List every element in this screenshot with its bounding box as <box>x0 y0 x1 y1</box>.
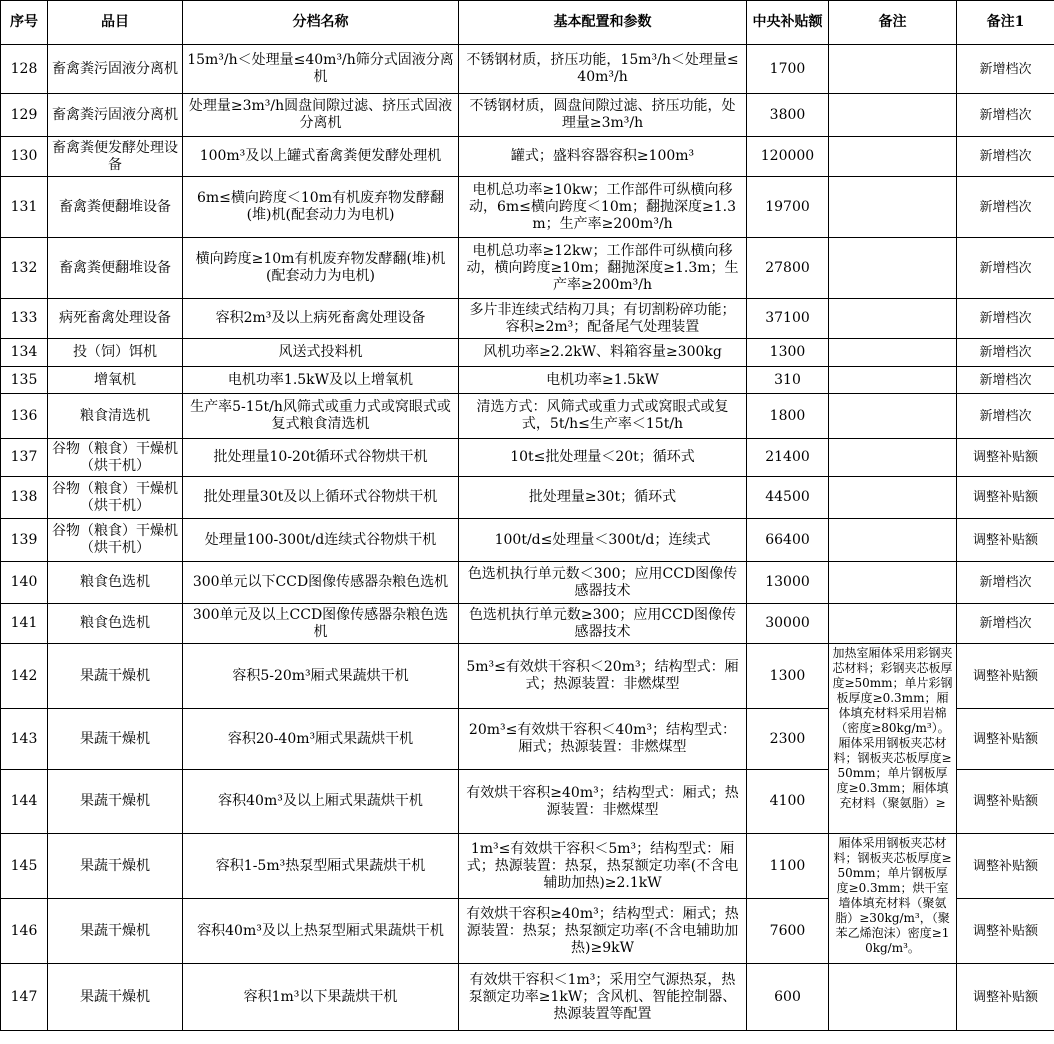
cell-remark1: 调整补贴额 <box>957 644 1054 709</box>
cell-subsidy: 19700 <box>747 177 829 238</box>
cell-remark1: 调整补贴额 <box>957 439 1054 477</box>
cell-config: 罐式；盛料容器容积≥100m³ <box>459 137 747 177</box>
cell-subsidy: 30000 <box>747 604 829 644</box>
cell-remark1: 新增档次 <box>957 604 1054 644</box>
cell-grade: 批处理量30t及以上循环式谷物烘干机 <box>183 477 459 519</box>
cell-config: 100t/d≤处理量＜300t/d；连续式 <box>459 519 747 562</box>
cell-seq: 137 <box>1 439 48 477</box>
cell-grade: 300单元以下CCD图像传感器杂粮色选机 <box>183 562 459 604</box>
cell-config: 风机功率≥2.2kW、料箱容量≥300kg <box>459 339 747 367</box>
cell-remark <box>829 604 957 644</box>
cell-grade: 处理量≥3m³/h圆盘间隙过滤、挤压式固液分离机 <box>183 94 459 137</box>
cell-seq: 142 <box>1 644 48 709</box>
table-row <box>1 367 1054 394</box>
cell-subsidy: 44500 <box>747 477 829 519</box>
cell-config: 不锈钢材质，圆盘间隙过滤、挤压功能，处理量≥3m³/h <box>459 94 747 137</box>
header-row <box>1 1 1054 45</box>
cell-subsidy: 1800 <box>747 394 829 439</box>
cell-remark1: 调整补贴额 <box>957 964 1054 1031</box>
cell-config: 电机功率≥1.5kW <box>459 367 747 394</box>
table-row <box>1 394 1054 439</box>
cell-subsidy: 7600 <box>747 899 829 964</box>
cell-remark <box>829 964 957 1031</box>
cell-item: 畜禽粪便翻堆设备 <box>48 177 183 238</box>
cell-grade: 处理量100-300t/d连续式谷物烘干机 <box>183 519 459 562</box>
cell-remark1: 新增档次 <box>957 299 1054 339</box>
cell-config: 色选机执行单元数≥300；应用CCD图像传感器技术 <box>459 604 747 644</box>
cell-remark1: 调整补贴额 <box>957 899 1054 964</box>
cell-item: 谷物（粮食）干燥机（烘干机） <box>48 519 183 562</box>
cell-remark <box>829 137 957 177</box>
cell-grade: 容积2m³及以上病死畜禽处理设备 <box>183 299 459 339</box>
cell-seq: 128 <box>1 45 48 94</box>
cell-remark-merged: 厢体采用钢板夹芯材料；钢板夹芯板厚度≥50mm；单片钢板厚度≥0.3mm；烘干室墙体填充材料（聚氨脂）≥30kg/m³，（聚苯乙烯泡沫）密度≥10kg/m³。 <box>829 834 957 964</box>
cell-subsidy: 27800 <box>747 238 829 299</box>
cell-remark <box>829 477 957 519</box>
header-remark: 备注 <box>829 1 957 45</box>
cell-config: 清选方式：风筛式或重力式或窝眼式或复式，5t/h≤生产率＜15t/h <box>459 394 747 439</box>
cell-remark <box>829 339 957 367</box>
table-row <box>1 177 1054 238</box>
table-row <box>1 644 1054 709</box>
cell-seq: 147 <box>1 964 48 1031</box>
cell-seq: 130 <box>1 137 48 177</box>
cell-grade: 15m³/h＜处理量≤40m³/h筛分式固液分离机 <box>183 45 459 94</box>
cell-remark1: 新增档次 <box>957 177 1054 238</box>
table-row <box>1 519 1054 562</box>
cell-seq: 133 <box>1 299 48 339</box>
cell-subsidy: 1100 <box>747 834 829 899</box>
table-row <box>1 477 1054 519</box>
cell-remark <box>829 299 957 339</box>
cell-config: 10t≤批处理量＜20t；循环式 <box>459 439 747 477</box>
cell-item: 果蔬干燥机 <box>48 899 183 964</box>
cell-remark1: 调整补贴额 <box>957 519 1054 562</box>
cell-remark <box>829 439 957 477</box>
cell-config: 20m³≤有效烘干容积＜40m³；结构型式：厢式；热源装置：非燃煤型 <box>459 709 747 770</box>
cell-config: 电机总功率≥12kw；工作部件可纵横向移动，横向跨度≥10m；翻抛深度≥1.3m；生产率≥200m³/h <box>459 238 747 299</box>
cell-remark1: 新增档次 <box>957 562 1054 604</box>
cell-config: 有效烘干容积≥40m³；结构型式：厢式；热源装置：非燃煤型 <box>459 770 747 834</box>
cell-remark1: 新增档次 <box>957 339 1054 367</box>
table-row <box>1 94 1054 137</box>
cell-item: 果蔬干燥机 <box>48 964 183 1031</box>
cell-config: 有效烘干容积＜1m³；采用空气源热泵，热泵额定功率≥1kW；含风机、智能控制器、热源装置等配置 <box>459 964 747 1031</box>
cell-remark <box>829 177 957 238</box>
cell-config: 有效烘干容积≥40m³；结构型式：厢式；热源装置：热泵；热泵额定功率(不含电辅助加热)≥9kW <box>459 899 747 964</box>
cell-grade: 容积20-40m³厢式果蔬烘干机 <box>183 709 459 770</box>
header-subsidy: 中央补贴额 <box>747 1 829 45</box>
cell-subsidy: 1300 <box>747 644 829 709</box>
table-row <box>1 238 1054 299</box>
cell-remark-merged: 加热室厢体采用彩钢夹芯材料；彩钢夹芯板厚度≥50mm；单片彩钢板厚度≥0.3mm；厢体填充材料采用岩棉（密度≥80kg/m³）。厢体采用钢板夹芯材料；钢板夹芯板厚度≥50mm；单片钢板厚度≥0.3mm；厢体填充材料（聚氨脂）≥ <box>829 644 957 834</box>
cell-subsidy: 66400 <box>747 519 829 562</box>
cell-seq: 136 <box>1 394 48 439</box>
cell-item: 畜禽粪污固液分离机 <box>48 94 183 137</box>
cell-item: 果蔬干燥机 <box>48 709 183 770</box>
cell-grade: 容积40m³及以上热泵型厢式果蔬烘干机 <box>183 899 459 964</box>
cell-seq: 131 <box>1 177 48 238</box>
table-row <box>1 439 1054 477</box>
cell-grade: 批处理量10-20t循环式谷物烘干机 <box>183 439 459 477</box>
cell-grade: 容积40m³及以上厢式果蔬烘干机 <box>183 770 459 834</box>
cell-remark <box>829 238 957 299</box>
table-row <box>1 299 1054 339</box>
cell-seq: 143 <box>1 709 48 770</box>
cell-subsidy: 21400 <box>747 439 829 477</box>
cell-grade: 电机功率1.5kW及以上增氧机 <box>183 367 459 394</box>
cell-grade: 生产率5-15t/h风筛式或重力式或窝眼式或复式粮食清选机 <box>183 394 459 439</box>
header-remark1: 备注1 <box>957 1 1054 45</box>
cell-grade: 6m≤横向跨度＜10m有机废弃物发酵翻(堆)机(配套动力为电机) <box>183 177 459 238</box>
table-row <box>1 137 1054 177</box>
cell-grade: 容积1-5m³热泵型厢式果蔬烘干机 <box>183 834 459 899</box>
cell-remark1: 新增档次 <box>957 394 1054 439</box>
cell-remark1: 新增档次 <box>957 367 1054 394</box>
cell-subsidy: 13000 <box>747 562 829 604</box>
cell-item: 畜禽粪便发酵处理设备 <box>48 137 183 177</box>
cell-item: 果蔬干燥机 <box>48 834 183 899</box>
cell-seq: 141 <box>1 604 48 644</box>
cell-grade: 容积5-20m³厢式果蔬烘干机 <box>183 644 459 709</box>
cell-config: 5m³≤有效烘干容积＜20m³；结构型式：厢式；热源装置：非燃煤型 <box>459 644 747 709</box>
cell-item: 粮食色选机 <box>48 562 183 604</box>
header-item: 品目 <box>48 1 183 45</box>
cell-remark <box>829 519 957 562</box>
cell-remark1: 新增档次 <box>957 94 1054 137</box>
table-row <box>1 562 1054 604</box>
cell-subsidy: 2300 <box>747 709 829 770</box>
cell-item: 谷物（粮食）干燥机（烘干机） <box>48 439 183 477</box>
cell-seq: 144 <box>1 770 48 834</box>
header-grade: 分档名称 <box>183 1 459 45</box>
cell-seq: 129 <box>1 94 48 137</box>
cell-remark1: 调整补贴额 <box>957 477 1054 519</box>
table-row <box>1 45 1054 94</box>
cell-seq: 145 <box>1 834 48 899</box>
cell-seq: 135 <box>1 367 48 394</box>
cell-seq: 140 <box>1 562 48 604</box>
cell-remark1: 调整补贴额 <box>957 709 1054 770</box>
cell-subsidy: 1700 <box>747 45 829 94</box>
cell-item: 增氧机 <box>48 367 183 394</box>
cell-remark <box>829 562 957 604</box>
cell-item: 病死畜禽处理设备 <box>48 299 183 339</box>
cell-remark1: 新增档次 <box>957 45 1054 94</box>
cell-remark <box>829 94 957 137</box>
cell-subsidy: 37100 <box>747 299 829 339</box>
cell-config: 批处理量≥30t；循环式 <box>459 477 747 519</box>
cell-subsidy: 310 <box>747 367 829 394</box>
cell-subsidy: 3800 <box>747 94 829 137</box>
cell-item: 粮食色选机 <box>48 604 183 644</box>
cell-remark1: 调整补贴额 <box>957 770 1054 834</box>
table-row <box>1 834 1054 899</box>
cell-subsidy: 600 <box>747 964 829 1031</box>
cell-grade: 横向跨度≥10m有机废弃物发酵翻(堆)机(配套动力为电机) <box>183 238 459 299</box>
cell-remark1: 新增档次 <box>957 137 1054 177</box>
cell-seq: 134 <box>1 339 48 367</box>
table-row <box>1 964 1054 1031</box>
cell-item: 谷物（粮食）干燥机（烘干机） <box>48 477 183 519</box>
cell-config: 电机总功率≥10kw；工作部件可纵横向移动，6m≤横向跨度＜10m；翻抛深度≥1.3m；生产率≥200m³/h <box>459 177 747 238</box>
cell-item: 果蔬干燥机 <box>48 644 183 709</box>
cell-grade: 300单元及以上CCD图像传感器杂粮色选机 <box>183 604 459 644</box>
cell-item: 投（饲）饵机 <box>48 339 183 367</box>
cell-config: 多片非连续式结构刀具；有切割粉碎功能；容积≥2m³；配备尾气处理装置 <box>459 299 747 339</box>
header-seq: 序号 <box>1 1 48 45</box>
cell-grade: 风送式投料机 <box>183 339 459 367</box>
cell-remark <box>829 394 957 439</box>
cell-remark1: 新增档次 <box>957 238 1054 299</box>
cell-seq: 146 <box>1 899 48 964</box>
cell-subsidy: 4100 <box>747 770 829 834</box>
cell-subsidy: 1300 <box>747 339 829 367</box>
cell-seq: 132 <box>1 238 48 299</box>
cell-item: 粮食清选机 <box>48 394 183 439</box>
cell-config: 色选机执行单元数＜300；应用CCD图像传感器技术 <box>459 562 747 604</box>
table-row <box>1 339 1054 367</box>
header-config: 基本配置和参数 <box>459 1 747 45</box>
cell-seq: 139 <box>1 519 48 562</box>
table-row <box>1 604 1054 644</box>
cell-remark <box>829 367 957 394</box>
cell-seq: 138 <box>1 477 48 519</box>
cell-item: 畜禽粪便翻堆设备 <box>48 238 183 299</box>
cell-config: 1m³≤有效烘干容积＜5m³；结构型式：厢式；热源装置：热泵，热泵额定功率(不含电辅助加热)≥2.1kW <box>459 834 747 899</box>
cell-grade: 容积1m³以下果蔬烘干机 <box>183 964 459 1031</box>
cell-item: 畜禽粪污固液分离机 <box>48 45 183 94</box>
cell-remark <box>829 45 957 94</box>
cell-item: 果蔬干燥机 <box>48 770 183 834</box>
cell-remark1: 调整补贴额 <box>957 834 1054 899</box>
cell-grade: 100m³及以上罐式畜禽粪便发酵处理机 <box>183 137 459 177</box>
cell-subsidy: 120000 <box>747 137 829 177</box>
cell-config: 不锈钢材质，挤压功能，15m³/h＜处理量≤40m³/h <box>459 45 747 94</box>
